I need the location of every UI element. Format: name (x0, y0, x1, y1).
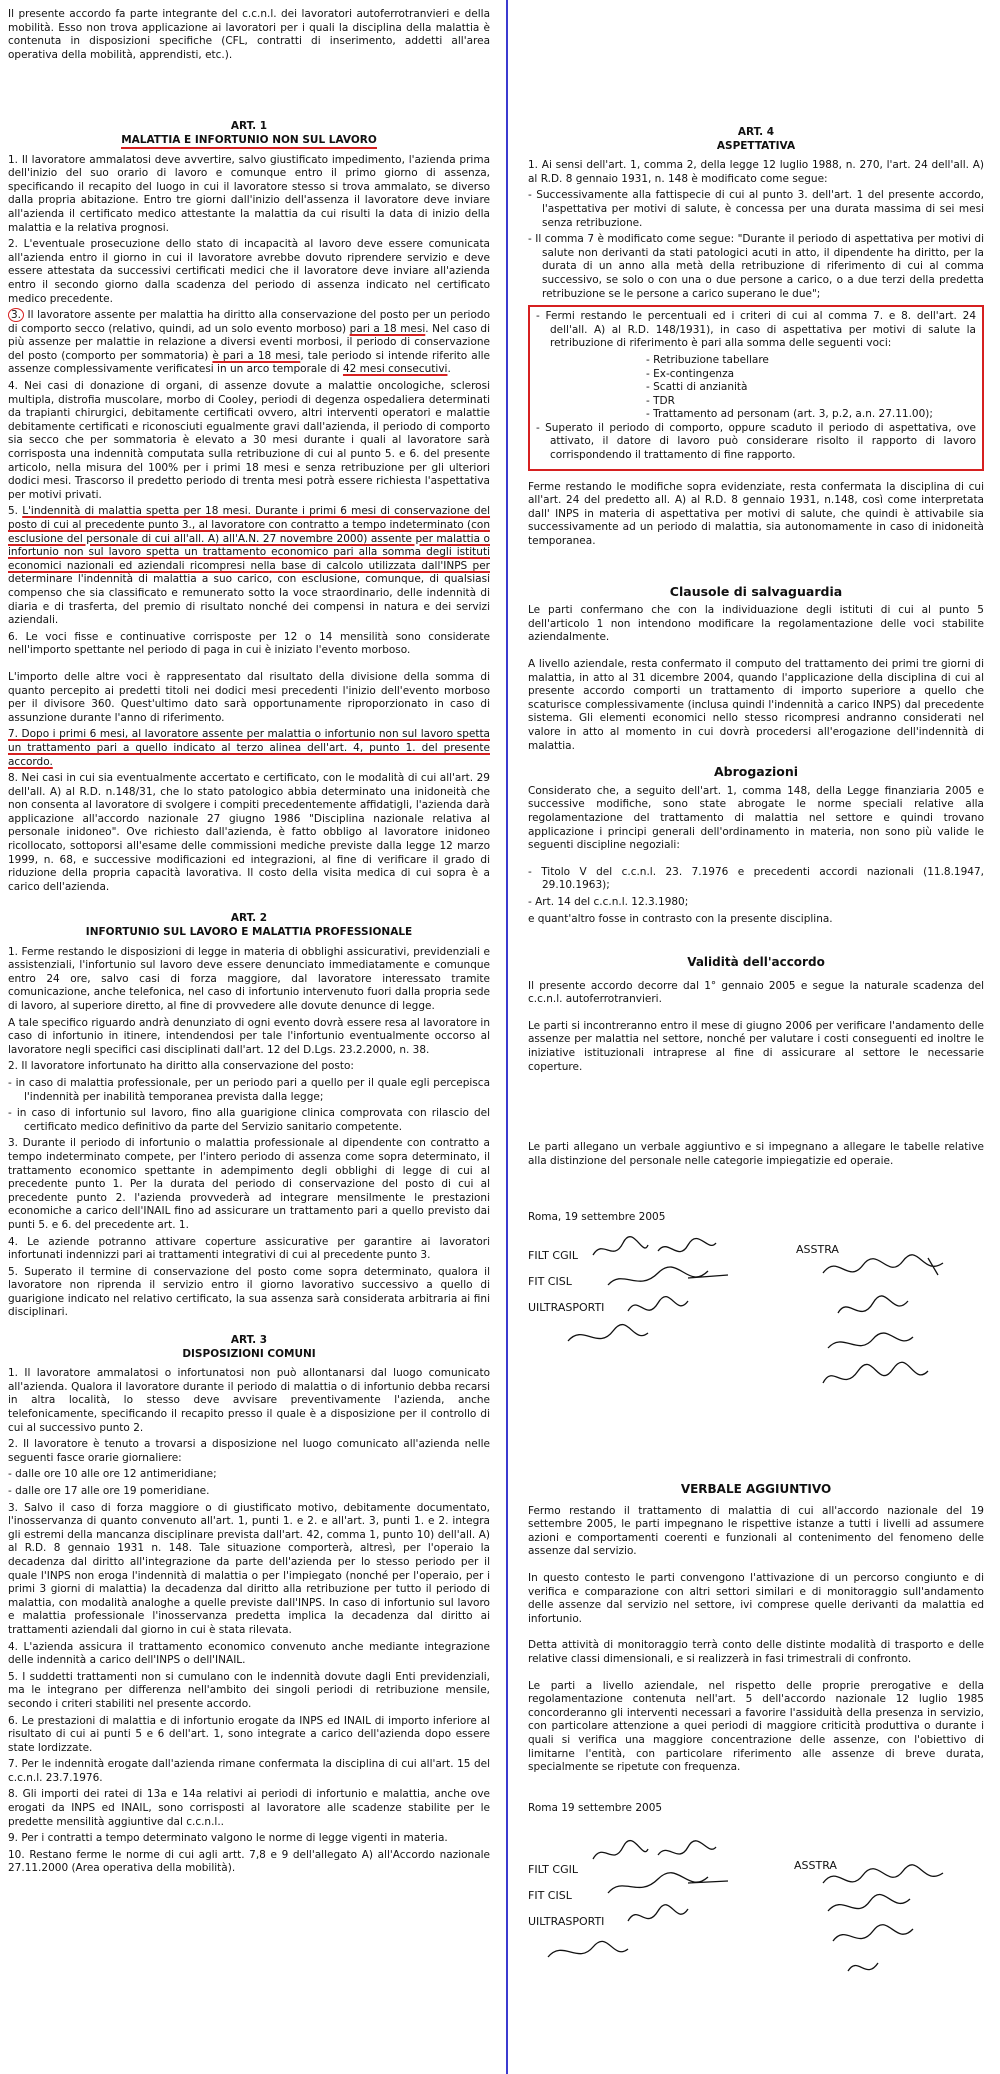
art4-point-2: Ferme restando le modifiche sopra evidenziate, resta confermata la disciplina di cui all'art. 24 del predetto all. A) al R.D. 8 gennaio 1931, n.148, così come interpretata dall' INPS in materia di aspettativa per motivi di salute, che quindi è attivabile sia successivamente ad un periodo di malattia, sia autonomamente in caso di inidoneità temporanea. (528, 480, 984, 548)
underlined-text: 42 mesi consecutivi (342, 363, 448, 376)
circled-number: 3. (8, 308, 24, 322)
art1-point-6b: L'importo delle altre voci è rappresentato dal risultato della divisione della somma di quanto percepito ai predetti titoli nei dodici mesi precedenti l'inizio dell'evento morboso per il divisore 360. Quest'ultimo dato sarà opportunamente riproporzionato in caso di assunzione durante l'anno di riferimento. (8, 670, 490, 724)
art4-item: - Scatti di anzianità (646, 381, 748, 394)
art3-point-3: 3. Salvo il caso di forza maggiore o di giustificato motivo, debitamente documentato, l'inosservanza di quanto convenuto all'art. 1, punti 1. e 2. e all'art. 3, punti 1. e 2. integra gli estremi della mancanza disciplinare prevista dall'art. 42, comma 1, punto 10) dell'all. A) al R.D. 8 gennaio 1931 n. 148. Tale situazione comporterà, altresì, per l'operaio la decadenza dal diritto all'integrazione da parte dell'azienda per lo stesso periodo per il quale l'INPS non eroga l'indennità di malattia o per l'impiegato (nonché per l'operaio, per i primi 3 giorni di malattia) la decadenza dal diritto alla retribuzione per tutto il periodo di malattia, con modalità analoghe a quelle previste dall'INPS. In caso di infortunio sul lavoro e malattia professionale l'inosservanza predetta implica la decadenza dal diritto ai trattamenti aziendali dal giorno in cui è stata rilevata. (8, 1501, 490, 1636)
verbale-p1: Fermo restando il trattamento di malattia di cui all'accordo nazionale del 19 settembre 2005, le parti impegnano le rispettive istanze a tutti i livelli ad assumere azioni e comportamenti coerenti e funzionali al contenimento del fenomeno delle assenze dal servizio. (528, 1504, 984, 1558)
art1-point-2: 2. L'eventuale prosecuzione dello stato di incapacità al lavoro deve essere comunicata all'azienda entro il giorno in cui il lavoratore avrebbe dovuto riprendere servizio e deve essere attestata da successivi certificati medici che il lavoratore deve inviare all'azienda entro il secondo giorno dalla scadenza del periodo di assenza indicato nel certificato medico precedente. (8, 238, 490, 305)
abrogazioni-heading: Abrogazioni (713, 764, 799, 780)
art4-box-text-2: - Superato il periodo di comporto, oppure scaduto il periodo di aspettativa, ove attivato, il datore di lavoro può considerare risolto il rapporto di lavoro corrispondendo il trattamento di fine rapporto. (536, 421, 976, 462)
art4-item: - Trattamento ad personam (art. 3, p.2, a.n. 27.11.00); (646, 408, 933, 421)
signatory-filt-cgil: FILT CGIL (528, 1249, 578, 1263)
art2-title: INFORTUNIO SUL LAVORO E MALATTIA PROFESSIONALE (85, 926, 413, 939)
art3-point-5: 5. I suddetti trattamenti non si cumulano con le indennità dovute dagli Enti previdenziali, ma le integrano per differenza nell'ambito dei singoli periodi di retribuzione mensile, secondo i criteri stabiliti nel presente accordo. (8, 1670, 490, 1710)
art1-number: ART. 1 (230, 120, 268, 133)
art3-point-9: 9. Per i contratti a tempo determinato valgono le norme di legge vigenti in materia. (8, 1832, 448, 1845)
column-divider (506, 0, 508, 2074)
underlined-text: L'indennità di malattia spetta per 18 mesi. Durante i primi 6 mesi di conservazione del posto di cui al precedente punto 3., al lavoratore con contratto a tempo indeterminato (con esclusione del personale di cui all'all. A) all'A.N. 27 novembre 2000) assente per malattia o infortunio non sul lavoro spetta un trattamento economico pari alla somma degli istituti economici nazionali ed aziendali ricompresi nella base di calcolo utilizzata dall'INPS per (8, 505, 491, 572)
art2-point-2: 2. Il lavoratore infortunato ha diritto alla conservazione del posto: (8, 1060, 354, 1073)
art1-title: MALATTIA E INFORTUNIO NON SUL LAVORO (121, 134, 377, 149)
highlighted-box (528, 305, 984, 471)
art2-point-2a: - in caso di malattia professionale, per un periodo pari a quello per il quale egli percepisca l'indennità per inabilità temporanea prevista dalla legge; (8, 1076, 490, 1103)
verbale-heading: VERBALE AGGIUNTIVO (680, 1482, 832, 1497)
art1-point-7 (8, 728, 490, 769)
validita-p2: Le parti si incontreranno entro il mese di giugno 2006 per verificare l'andamento delle assenze per malattia nel settore, nonché per valutare i costi conseguenti ed inoltre le iniziative istituzionali intraprese al fine di assicurare al settore le necessarie coperture. (528, 1019, 984, 1073)
handwritten-signatures-left (588, 1833, 738, 1973)
signatory-fit-cisl: FIT CISL (528, 1889, 572, 1903)
art1-point-1: 1. Il lavoratore ammalatosi deve avvertire, salvo giustificato impedimento, l'azienda prima dell'inizio del suo orario di lavoro e comunque entro il primo giorno di assenza, specificando il recapito del luogo in cui il lavoratore stesso si trova ammalato, se diverso dalla propria abitazione. Entro tre giorni dall'inizio dell'assenza il lavoratore deve inviare all'azienda il certificato medico attestante la malattia da cui risulti la data di inizio della malattia e la relativa prognosi. (8, 153, 490, 234)
text-segment: . Nel caso di più assenze per malattie in relazione a diversi eventi morbosi, il periodo di conservazione del posto (comporto per sommatoria) (8, 322, 490, 362)
art2-point-2b: - in caso di infortunio sul lavoro, fino alla guarigione clinica comprovata con rilascio del certificato medico definitivo da parte del Servizio sanitario competente. (8, 1107, 490, 1133)
art3-point-6: 6. Le prestazioni di malattia e di infortunio erogate da INPS ed INAIL di importo inferiore al risultato di cui ai punti 5 e 6 dell'art. 1, sono integrate a carico dell'azienda dopo essere state lordizzate. (8, 1714, 490, 1754)
abrogazioni-bullet-2: - Art. 14 del c.c.n.l. 12.3.1980; (528, 895, 689, 908)
validita-p1: Il presente accordo decorre dal 1° gennaio 2005 e segue la naturale scadenza del c.c.n.l. autoferrotranvieri. (528, 979, 984, 1006)
place-date-1: Roma, 19 settembre 2005 (528, 1211, 666, 1224)
art2-point-5: 5. Superato il termine di conservazione del posto come sopra determinato, qualora il lavoratore non riprenda il servizio entro il giorno lavorativo successivo a quello di guarigione indicato nel relativo certificato, la sua assenza sarà considerata arbitraria ai fini disciplinari. (8, 1265, 490, 1319)
salvaguardia-p2: A livello aziendale, resta confermato il computo del trattamento dei primi tre giorni di malattia, in atto al 31 dicembre 2004, quando l'applicazione della disciplina di cui al presente accordo comporti un trattamento di importo superiore a quello che scaturisce complessivamente (inclusa quindi l'indennità a carico INPS) dal precedente sistema. Gli elementi economici nello stesso ricompresi andranno considerati nel valore in atto al momento in cui dovrà procedersi all'erogazione dell'indennità di malattia. (528, 658, 984, 752)
abrogazioni-p1: Considerato che, a seguito dell'art. 1, comma 148, della Legge finanziaria 2005 e successive modifiche, sono state abrogate le norme speciali relative alla regolamentazione del trattamento di malattia nel settore e quindi trovano applicazione i principi generali dell'ordinamento in materia, non sono più valide le seguenti discipline negoziali: (528, 784, 984, 852)
art1-point-5 (8, 505, 490, 627)
abrogazioni-bullet-1: - Titolo V del c.c.n.l. 23. 7.1976 e precedenti accordi nazionali (11.8.1947, 29.10.1963); (528, 865, 984, 892)
art1-point-6: 6. Le voci fisse e continuative corrisposte per 12 o 14 mensilità sono considerate nell'importo spettante nel periodo di paga in cui è iniziato l'evento morboso. (8, 630, 490, 657)
art2-point-4: 4. Le aziende potranno attivare coperture assicurative per garantire ai lavoratori infortunati indennizzi pari ai trattamenti integrativi di cui al precedente punto 3. (8, 1235, 490, 1262)
signatory-fit-cisl: FIT CISL (528, 1275, 572, 1289)
art4-item: - Retribuzione tabellare (646, 353, 769, 366)
left-column (8, 0, 490, 1879)
art3-point-2b: - dalle ore 17 alle ore 19 pomeridiane. (8, 1485, 210, 1497)
verbale-p3: Detta attività di monitoraggio terrà conto delle distinte modalità di trasporto e delle relative classi dimensionali, e si realizzerà in fasi trimestrali di confronto. (528, 1639, 984, 1665)
art1-point-8: 8. Nei casi in cui sia eventualmente accertato e certificato, con le modalità di cui all'art. 29 dell'all. A) al R.D. n.148/31, che lo stato patologico abbia determinato una inidoneità che non consenta al lavoratore di svolgere i compiti precedentemente affidatigli, l'azienda darà applicazione all'accordo nazionale 27 giugno 1986 "Disciplina nazionale relativa al personale inidoneo". Ove richiesto dall'azienda, è fatto obbligo al lavoratore inidoneo ricollocato, sottoporsi all'esame delle commissioni mediche previste dalla legge 12 marzo 1999, n. 68, e successive modificazioni ed integrazioni, al fine di verificare il grado di riduzione della propria capacità lavorativa. Il costo della visita medica di cui sopra è a carico dell'azienda. (8, 772, 490, 893)
signatory-uiltrasporti: UILTRASPORTI (528, 1301, 605, 1315)
art1-heading (8, 120, 490, 147)
art4-point-1: 1. Ai sensi dell'art. 1, comma 2, della legge 12 luglio 1988, n. 270, l'art. 24 dell'all. A) al R.D. 8 gennaio 1931, n. 148 è modificato come segue: (528, 159, 984, 185)
text-segment: Il lavoratore assente per malattia ha diritto alla conservazione del posto per un periodo di comporto secco (relativo, quindi, ad un solo evento morboso) (8, 309, 490, 335)
art2-heading (8, 912, 490, 939)
signatory-uiltrasporti: UILTRASPORTI (528, 1915, 605, 1929)
art4-item: - TDR (646, 394, 675, 407)
art3-point-1: 1. Il lavoratore ammalatosi o infortunatosi non può allontanarsi dal luogo comunicato all'azienda. Qualora il lavoratore durante il periodo di malattia o di infortunio debba recarsi in altra località, lo stesso deve avvisare preventivamente l'azienda, anche telefonicamente, specificando il recapito presso il quale è a disposizione per il controllo di cui al successivo punto 2. (8, 1367, 490, 1434)
underlined-text: pari a 18 mesi (349, 322, 426, 335)
verbale-p2: In questo contesto le parti convengono l'attivazione di un percorso congiunto e di verifica e comparazione con altri settori similari e di monitoraggio sull'andamento delle assenze dal servizio nel settore, ivi comprese quelle derivanti da malattia ed infortunio. (528, 1572, 984, 1625)
art3-point-2a: - dalle ore 10 alle ore 12 antimeridiane; (8, 1468, 217, 1481)
art3-number: ART. 3 (230, 1334, 268, 1347)
signature-block-2 (528, 1823, 984, 2003)
handwritten-signatures-right (818, 1863, 968, 2013)
art2-point-1b: A tale specifico riguardo andrà denunziato di ogni evento dovrà essere resa al lavoratore in caso di infortunio in itinere, intendendosi per tale l'infortunio eventualmente occorso al lavoratore negli specifici casi disciplinati dall'art. 12 del D.Lgs. 23.2.2000, n. 38. (8, 1016, 490, 1056)
validita-p3: Le parti allegano un verbale aggiuntivo e si impegnano a allegare le tabelle relative alla distinzione del personale nelle categorie impiegatizie ed operaie. (528, 1141, 984, 1167)
art4-bullet-1: - Successivamente alla fattispecie di cui al punto 3. dell'art. 1 del presente accordo, l'aspettativa per motivi di salute, è concessa per una durata massima di sei mesi senza retribuzione. (528, 189, 984, 229)
art3-point-10: 10. Restano ferme le norme di cui agli artt. 7,8 e 9 dell'allegato A) all'Accordo nazionale 27.11.2000 (Area operativa della mobilità). (8, 1848, 490, 1875)
art3-point-7: 7. Per le indennità erogate dall'azienda rimane confermata la disciplina di cui all'art. 15 del c.c.n.l. 23.7.1976. (8, 1758, 490, 1784)
art2-number: ART. 2 (230, 912, 268, 925)
signatory-asstra: ASSTRA (794, 1859, 837, 1873)
art4-heading (528, 126, 984, 153)
art4-item: - Ex-contingenza (646, 367, 735, 380)
art3-heading (8, 1334, 490, 1361)
art4-bullet-2: - Il comma 7 è modificato come segue: "Durante il periodo di aspettativa per motivi di salute non derivanti da stati patologici acuti in atto, il dipendente ha diritto, per la durata di un anno alla metà della retribuzione di riferimento di cui al comma successivo, se solo o con una o due persone a carico, o a due terzi della predetta retribuzione se le persone a carico superano le due"; (528, 233, 984, 300)
art1-point-4: 4. Nei casi di donazione di organi, di assenze dovute a malattie oncologiche, sclerosi multipla, distrofia muscolare, morbo di Cooley, periodi di degenza ospedaliera determinati da trapianti chirurgici, debitamente certificati ovvero, altri interventi operatori e malattie debitamente certificati e riconosciuti egualmente gravi dall'azienda, il periodo di comporto sia secco che per sommatoria è elevato a 30 mesi durante i quali al lavoratore sarà corrisposta una indennità computata sulla retribuzione di cui al punto 5. e 6. del presente articolo, nella misura del 100% per i primi 18 mesi e senza retribuzione per gli ulteriori dodici mesi. Trascorso il predetto periodo di trenta mesi potrà essere richiesta l'aspettativa per motivi privati. (8, 380, 490, 501)
handwritten-signatures-left (588, 1233, 738, 1353)
validita-heading: Validità dell'accordo (687, 955, 825, 970)
text-segment: . (447, 363, 451, 376)
intro-paragraph: Il presente accordo fa parte integrante del c.c.n.l. dei lavoratori autoferrotranvieri e della mobilità. Esso non trova applicazione ai lavoratori per i quali la disciplina della malattia è contenuta in disposizioni specifiche (CFL, contratti di inserimento, addetti all'area operativa della mobilità, apprendisti, etc.). (8, 8, 490, 61)
text-segment: determinare l'indennità di malattia a suo carico, con esclusione, comunque, di qualsiasi compenso che sia classificato e remunerato sotto la voce straordinario, delle indennità di diaria e di trasferta, del premio di risultato nonché dei compensi in natura e dei servizi aziendali. (8, 573, 490, 627)
right-column (528, 0, 984, 2003)
signature-block-1 (528, 1233, 984, 1413)
text-segment: , tale periodo si intende riferito alle assenze complessivamente verificatesi in un arco temporale di (8, 349, 490, 376)
art3-point-4: 4. L'azienda assicura il trattamento economico convenuto anche mediante integrazione delle indennità a carico dell'INPS o dell'INAIL. (8, 1640, 490, 1667)
handwritten-signatures-right (818, 1253, 968, 1403)
underlined-text: 7. Dopo i primi 6 mesi, al lavoratore assente per malattia o infortunio non sul lavoro spetta un trattamento pari a quello indicato al terzo alinea dell'art. 4, punto 1. del presente accordo. (8, 728, 490, 768)
art4-title: ASPETTATIVA (716, 139, 796, 152)
signatory-filt-cgil: FILT CGIL (528, 1863, 578, 1877)
signatory-asstra: ASSTRA (796, 1243, 839, 1257)
salvaguardia-heading: Clausole di salvaguardia (669, 583, 843, 599)
art3-title: DISPOSIZIONI COMUNI (182, 1347, 316, 1360)
art3-point-8: 8. Gli importi dei ratei di 13a e 14a relativi ai periodi di infortunio e malattia, anche ove erogati da INPS ed INAIL, sono corrisposti al lavoratore alle scadenze stabilite per le predette mensilità aggiuntive dal c.c.n.l.. (8, 1788, 490, 1828)
art4-box-text-1: - Fermi restando le percentuali ed i criteri di cui al comma 7. e 8. dell'art. 24 dell'all. A) al R.D. 148/1931), in caso di aspettativa per motivi di salute la retribuzione di riferimento è pari alla somma delle seguenti voci: (536, 310, 976, 350)
art2-point-3: 3. Durante il periodo di infortunio o malattia professionale al dipendente con contratto a tempo indeterminato compete, per l'intero periodo di assenza come sopra determinato, il trattamento economico spettante in adempimento degli obblighi di legge di cui al precedente punto 1. Per la durata del periodo di conservazione del posto di cui al precedente punto 2. l'azienda provvederà ad integrare mensilmente le prestazioni economiche a carico dell'INAIL fino ad assicurare un trattamento pari a quello previsto dai punti 5. e 6. del precedente art. 1. (8, 1137, 490, 1231)
abrogazioni-p2: e quant'altro fosse in contrasto con la presente disciplina. (528, 912, 833, 925)
place-date-2: Roma 19 settembre 2005 (528, 1801, 663, 1814)
art1-point-3 (8, 309, 490, 377)
art2-point-1: 1. Ferme restando le disposizioni di legge in materia di obblighi assicurativi, previdenziali e assistenziali, l'infortunio sul lavoro deve essere denunciato immediatamente e comunque entro 24 ore, salvo casi di forza maggiore, dal lavoratore interessato tramite comunicazione, anche telefonica, nel caso di infortunio intervenuto fuori dalla propria sede di lavoro, al superiore diretto, al fine di provvedere alle dovute denunce di legge. (8, 945, 490, 1012)
underlined-text: è pari a 18 mesi (212, 349, 301, 362)
salvaguardia-p1: Le parti confermano che con la individuazione degli istituti di cui al punto 5 dell'articolo 1 non intendono modificare la regolamentazione delle voci stabilite aziendalmente. (528, 604, 984, 644)
art4-number: ART. 4 (737, 126, 775, 138)
art3-point-2: 2. Il lavoratore è tenuto a trovarsi a disposizione nel luogo comunicato all'azienda nelle seguenti fasce orarie giornaliere: (8, 1438, 490, 1464)
text-segment: 5. (8, 505, 23, 518)
verbale-p4: Le parti a livello aziendale, nel rispetto delle proprie prerogative e della regolamentazione contenuta nell'art. 5 dell'accordo nazionale 12 luglio 1985 concorderanno gli interventi necessari a favorire l'assiduità della presenza in servizio, con particolare attenzione a quei periodi di maggiore criticità produttiva o durante i quali si verifica una maggiore concentrazione delle assenze, con l'obiettivo di limitarne l'entità, con particolare riferimento alle assenze di breve durata, specialmente se ripetute con frequenza. (528, 1679, 984, 1774)
